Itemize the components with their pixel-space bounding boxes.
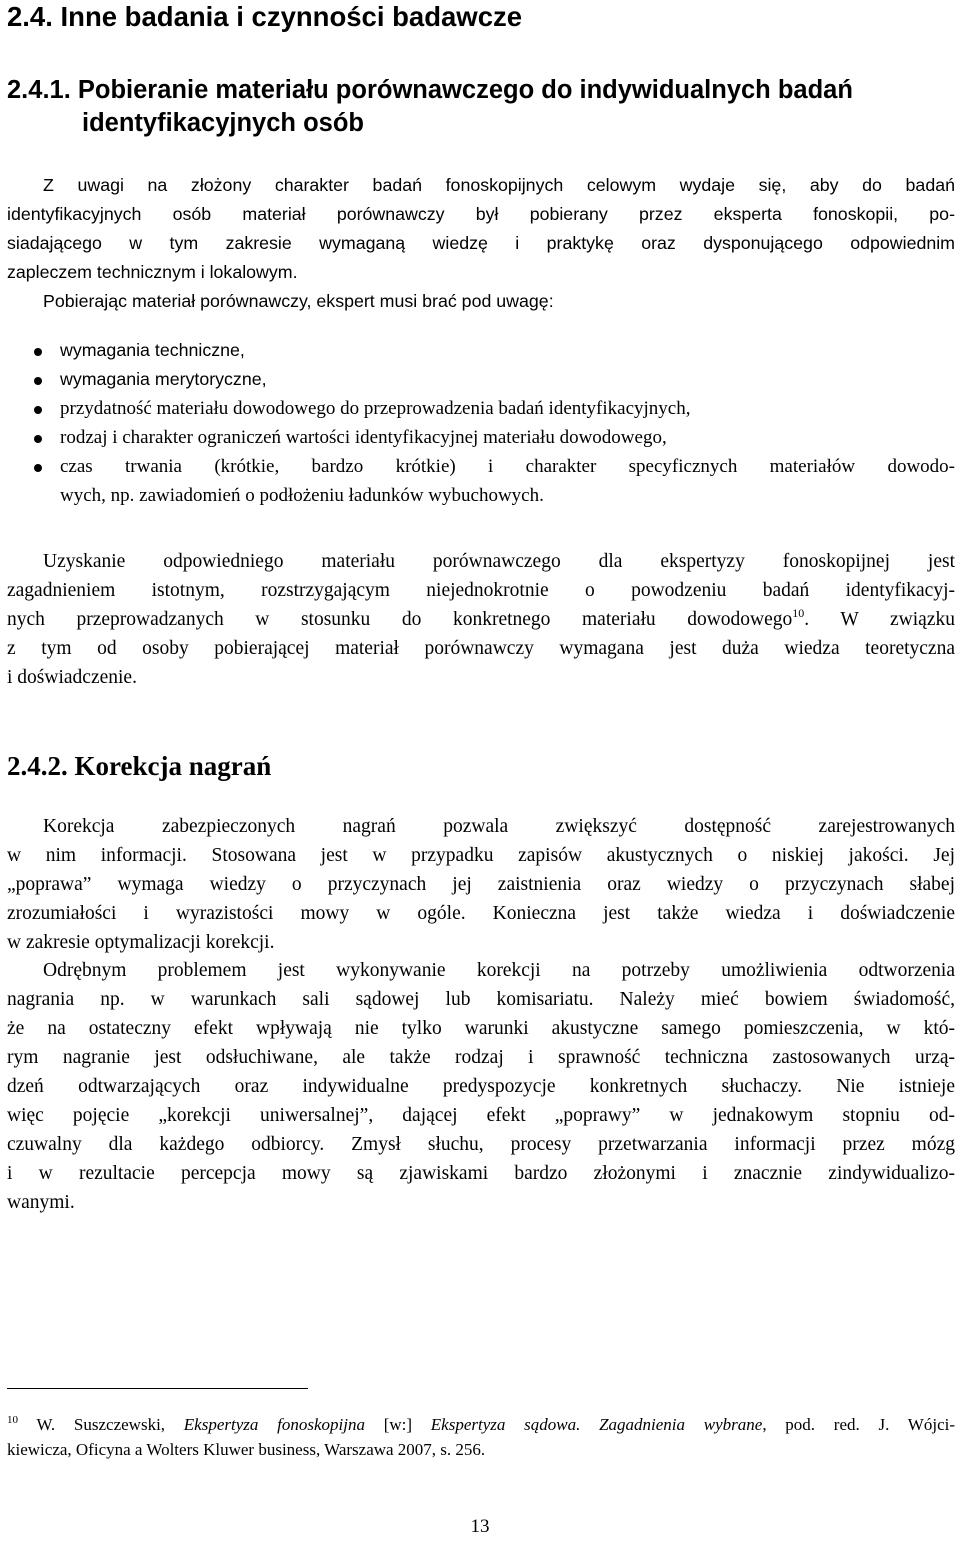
paragraph-correction bbox=[7, 812, 955, 957]
footnote-line: kiewicza, Oficyna a Wolters Kluwer business, Warszawa 2007, s. 256. bbox=[7, 1440, 486, 1459]
list-item-text: przydatność materiału dowodowego do przeprowadzenia badań identyfikacyjnych, bbox=[60, 398, 691, 419]
paragraph-text: nych przeprowadzanych w stosunku do konkretnego materiału dowodowego bbox=[7, 609, 793, 630]
bullet-icon bbox=[34, 435, 42, 443]
list-item bbox=[7, 365, 955, 394]
paragraph-intro bbox=[7, 171, 955, 287]
paragraph-comparative-material bbox=[7, 547, 955, 692]
paragraph-line: i w rezultacie percepcja mowy są zjawiskami bardzo złożonymi i znacznie zindywidualizo- bbox=[7, 1163, 955, 1184]
bullet-icon bbox=[34, 348, 42, 356]
paragraph-line-with-footnote bbox=[7, 605, 955, 634]
paragraph-line: Z uwagi na złożony charakter badań fonoskopijnych celowym wydaje się, aby do badań bbox=[43, 175, 955, 195]
paragraph-text: . W związku bbox=[804, 609, 955, 630]
footnote-author: W. Suszczewski, bbox=[18, 1415, 184, 1434]
subsection-heading-2-4-1 bbox=[7, 74, 952, 140]
subsection-heading-line-2: identyfikacyjnych osób bbox=[82, 109, 364, 137]
paragraph-line: z tym od osoby pobierającej materiał porównawczy wymagana jest duża wiedza teoretyczna bbox=[7, 638, 955, 659]
list-item bbox=[7, 423, 955, 452]
paragraph-list-intro bbox=[7, 287, 955, 316]
paragraph-line: zagadnieniem istotnym, rozstrzygającym niejednokrotnie o powodzeniu badań identyfikacyj- bbox=[7, 580, 955, 601]
paragraph-line: w zakresie optymalizacji korekcji. bbox=[7, 932, 275, 953]
footnote-reference: 10 bbox=[792, 606, 805, 620]
paragraph-playback-correction bbox=[7, 956, 955, 1217]
footnote-book: Ekspertyza sądowa. Zagadnienia wybrane bbox=[430, 1415, 763, 1434]
paragraph-line: dzeń odtwarzających oraz indywidualne predyspozycje konkretnych słuchaczy. Nie istnieje bbox=[7, 1076, 955, 1097]
subsection-heading-line-1: 2.4.1. Pobieranie materiału porównawczego do indywidualnych badań bbox=[7, 76, 853, 104]
paragraph-line: Pobierając materiał porównawczy, ekspert musi brać pod uwagę: bbox=[43, 291, 554, 311]
list-item-text: wymagania merytoryczne, bbox=[60, 369, 267, 389]
list-item bbox=[7, 394, 955, 423]
bullet-icon bbox=[34, 377, 42, 385]
footnote-line bbox=[7, 1412, 955, 1437]
paragraph-line: nagrania np. w warunkach sali sądowej lub komisariatu. Należy mieć bowiem świadomość, bbox=[7, 989, 955, 1010]
section-heading: 2.4. Inne badania i czynności badawcze bbox=[7, 1, 523, 32]
footnote-in: [w:] bbox=[364, 1415, 431, 1434]
footnote-separator bbox=[7, 1388, 308, 1389]
footnote-details: , pod. red. J. Wójci- bbox=[762, 1415, 956, 1434]
paragraph-line: więc pojęcie „korekcji uniwersalnej”, dającej efekt „poprawy” w jednakowym stopniu od- bbox=[7, 1105, 955, 1126]
paragraph-line: i doświadczenie. bbox=[7, 667, 137, 688]
paragraph-line: Korekcja zabezpieczonych nagrań pozwala zwiększyć dostępność zarejestrowanych bbox=[43, 816, 955, 837]
list-item bbox=[7, 452, 955, 510]
list-item-text: czas trwania (krótkie, bardzo krótkie) i charakter specyficznych materiałów dowodo- bbox=[60, 456, 955, 477]
paragraph-line: Odrębnym problemem jest wykonywanie korekcji na potrzeby umożliwienia odtworzenia bbox=[43, 960, 955, 981]
list-item-text: wymagania techniczne, bbox=[60, 340, 245, 360]
bullet-icon bbox=[34, 406, 42, 414]
subsection-heading-2-4-2: 2.4.2. Korekcja nagrań bbox=[7, 751, 272, 781]
paragraph-line: w nim informacji. Stosowana jest w przypadku zapisów akustycznych o niskiej jakości. Jej bbox=[7, 845, 955, 866]
list-item bbox=[7, 336, 955, 365]
list-item-text: rodzaj i charakter ograniczeń wartości identyfikacyjnej materiału dowodowego, bbox=[60, 427, 667, 448]
paragraph-line: czuwalny dla każdego odbiorcy. Zmysł słuchu, procesy przetwarzania informacji przez mózg bbox=[7, 1134, 955, 1155]
requirements-list bbox=[7, 336, 955, 510]
page-number: 13 bbox=[470, 1516, 490, 1537]
paragraph-line: wanymi. bbox=[7, 1192, 75, 1213]
list-item-text: wych, np. zawiadomień o podłożeniu ładunków wybuchowych. bbox=[60, 485, 544, 506]
paragraph-line: rym nagranie jest odsłuchiwane, ale także rodzaj i sprawność techniczna zastosowanych urzą- bbox=[7, 1047, 955, 1068]
paragraph-line: identyfikacyjnych osób materiał porównawczy był pobierany przez eksperta fonoskopii, po- bbox=[7, 204, 955, 224]
paragraph-line: siadającego w tym zakresie wymaganą wiedzę i praktykę oraz dysponującego odpowiednim bbox=[7, 233, 955, 253]
paragraph-line: Uzyskanie odpowiedniego materiału porównawczego dla ekspertyzy fonoskopijnej jest bbox=[43, 551, 955, 572]
paragraph-line: „poprawa” wymaga wiedzy o przyczynach jej zaistnienia oraz wiedzy o przyczynach słabej bbox=[7, 874, 955, 895]
bullet-icon bbox=[34, 464, 42, 472]
footnote-title: Ekspertyza fonoskopijna bbox=[183, 1415, 365, 1434]
paragraph-line: zrozumiałości i wyrazistości mowy w ogóle. Konieczna jest także wiedza i doświadczenie bbox=[7, 903, 955, 924]
paragraph-line: że na ostateczny efekt wpływają nie tylko warunki akustyczne samego pomieszczenia, w któ- bbox=[7, 1018, 955, 1039]
footnote-number: 10 bbox=[7, 1414, 18, 1426]
paragraph-line: zapleczem technicznym i lokalowym. bbox=[7, 262, 298, 282]
footnote bbox=[7, 1412, 955, 1462]
